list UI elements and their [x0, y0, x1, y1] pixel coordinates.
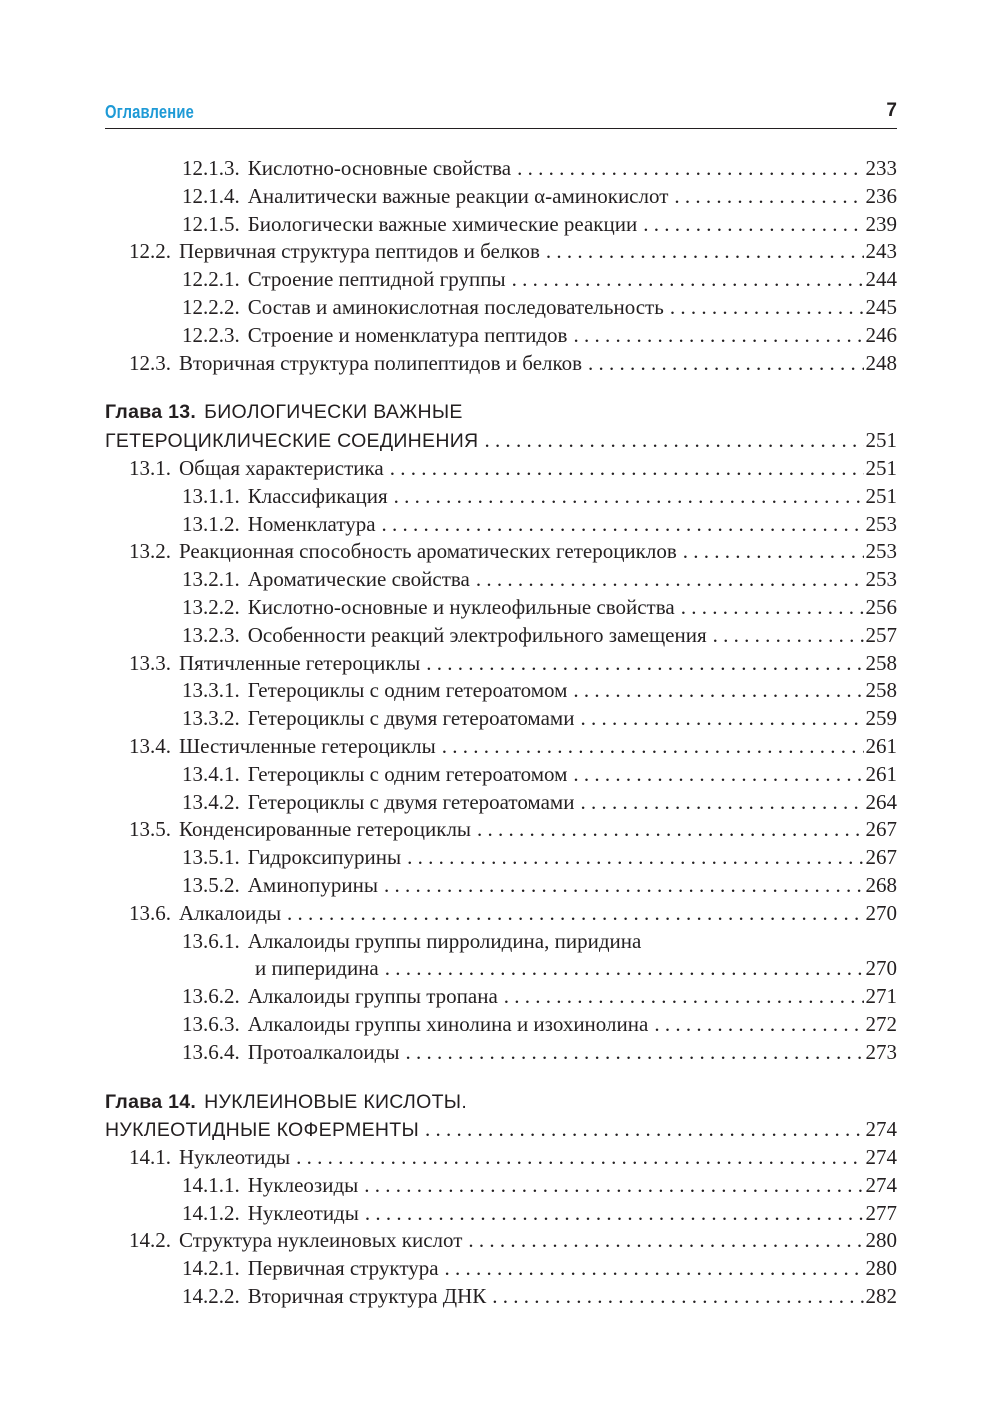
toc-entry-title: Реакционная способность ароматических гетероциклов: [179, 539, 677, 564]
toc-entry-title: Аминопурины: [247, 872, 379, 897]
toc-entry-14-2[interactable]: [105, 1227, 897, 1255]
toc-entry-13-4-2[interactable]: [105, 789, 897, 817]
toc-entry-number: 12.1.3.: [182, 156, 240, 180]
dot-leader: [287, 900, 863, 928]
toc-entry-page: 270: [865, 956, 897, 981]
toc-entry-page: 243: [865, 239, 897, 264]
toc-entry-number: 13.4.: [129, 733, 171, 758]
toc-entry-title: Вторичная структура полипептидов и белков: [179, 350, 583, 375]
toc-entry-number: 12.2.: [129, 239, 171, 264]
dot-leader: [546, 238, 864, 266]
toc-entry-number: 13.6.2.: [182, 984, 240, 1009]
toc-entry-14-2-1[interactable]: [105, 1255, 897, 1283]
toc-entry-13-6[interactable]: [105, 900, 897, 928]
toc-entry-number: 13.1.1.: [182, 483, 240, 508]
dot-leader: [407, 844, 863, 872]
chapter-title: ГЕТЕРОЦИКЛИЧЕСКИЕ СОЕДИНЕНИЯ: [105, 430, 479, 453]
page-number: 7: [886, 100, 897, 121]
toc-entry-title: Биологически важные химические реакции: [247, 211, 638, 236]
toc-entry-13-1[interactable]: [105, 455, 897, 483]
toc-entry-page: 270: [865, 900, 897, 925]
toc-entry-page: 267: [865, 817, 897, 842]
dot-leader: [405, 1039, 863, 1067]
dot-leader: [365, 1200, 864, 1228]
dot-leader: [394, 483, 864, 511]
toc-entry-title: Состав и аминокислотная последовательность: [247, 294, 664, 319]
toc-entry-page: 245: [865, 294, 897, 319]
toc-entry-13-6-2[interactable]: [105, 983, 897, 1011]
toc-entry-14-1-2[interactable]: [105, 1200, 897, 1228]
toc-entry-number: 14.1.2.: [182, 1200, 240, 1225]
toc-entry-page: 248: [865, 350, 897, 375]
dot-leader: [425, 1116, 863, 1144]
toc-entry-number: 12.2.1.: [182, 267, 240, 292]
toc-entry-page: 267: [865, 845, 897, 870]
toc-entry-page: 264: [865, 789, 897, 814]
toc-entry-title: Строение и номенклатура пептидов: [247, 322, 568, 347]
toc-entry-page: 280: [865, 1256, 897, 1281]
chapter-13-heading-line2[interactable]: [105, 427, 897, 455]
toc-entry-13-5[interactable]: [105, 816, 897, 844]
dot-leader: [476, 566, 864, 594]
dot-leader: [442, 733, 864, 761]
toc-entry-12-2-3[interactable]: [105, 322, 897, 350]
toc-entry-13-2-1[interactable]: [105, 566, 897, 594]
dot-leader: [713, 622, 864, 650]
toc-entry-number: 13.5.2.: [182, 872, 240, 897]
toc-entry-page: 261: [865, 761, 897, 786]
dot-leader: [643, 211, 863, 239]
toc-entry-number: 13.4.1.: [182, 761, 240, 786]
toc-entry-13-3[interactable]: [105, 650, 897, 678]
toc-entry-14-1-1[interactable]: [105, 1172, 897, 1200]
table-of-contents: [105, 155, 897, 1311]
toc-entry-page: 258: [865, 650, 897, 675]
toc-entry-page: 274: [865, 1145, 897, 1170]
toc-entry-page: 253: [865, 511, 897, 536]
toc-entry-title: Алкалоиды группы хинолина и изохинолина: [247, 1011, 649, 1036]
toc-entry-title: Гетероциклы с одним гетероатомом: [247, 761, 568, 786]
dot-leader: [468, 1227, 863, 1255]
toc-entry-title: Гетероциклы с двумя гетероатомами: [247, 706, 575, 731]
toc-entry-13-2-3[interactable]: [105, 622, 897, 650]
dot-leader: [670, 294, 864, 322]
toc-entry-page: 251: [865, 455, 897, 480]
chapter-title: БИОЛОГИЧЕСКИ ВАЖНЫЕ: [204, 401, 463, 424]
dot-leader: [390, 455, 864, 483]
toc-entry-number: 13.6.4.: [182, 1039, 240, 1064]
chapter-spacer: [105, 1067, 897, 1089]
toc-entry-number: 14.2.1.: [182, 1256, 240, 1281]
toc-entry-title: Первичная структура пептидов и белков: [179, 239, 540, 264]
dot-leader: [674, 183, 863, 211]
toc-entry-13-6-1[interactable]: [105, 928, 897, 956]
toc-entry-page: 273: [865, 1039, 897, 1064]
chapter-title: НУКЛЕИНОВЫЕ КИСЛОТЫ.: [204, 1090, 468, 1113]
chapter-page: 274: [865, 1117, 897, 1142]
toc-entry-page: 253: [865, 567, 897, 592]
chapter-14-heading-line1[interactable]: [105, 1089, 897, 1117]
toc-entry-13-3-1[interactable]: [105, 677, 897, 705]
toc-entry-13-4-1[interactable]: [105, 761, 897, 789]
dot-leader: [573, 322, 863, 350]
toc-entry-title: Кислотно-основные и нуклеофильные свойства: [247, 594, 675, 619]
dot-leader: [484, 427, 863, 455]
toc-entry-number: 12.2.3.: [182, 322, 240, 347]
toc-entry-title: Нуклеозиды: [247, 1172, 359, 1197]
dot-leader: [517, 155, 863, 183]
toc-entry-title: и пиперидина: [255, 956, 379, 981]
toc-entry-13-5-1[interactable]: [105, 844, 897, 872]
toc-entry-12-3[interactable]: [105, 350, 897, 378]
toc-entry-13-6-4[interactable]: [105, 1039, 897, 1067]
toc-entry-number: 13.3.: [129, 650, 171, 675]
toc-entry-number: 13.6.: [129, 900, 171, 925]
toc-entry-title: Кислотно-основные свойства: [247, 156, 512, 180]
chapter-page: 251: [865, 428, 897, 453]
toc-entry-12-1-3[interactable]: [105, 155, 897, 183]
toc-entry-number: 13.2.1.: [182, 567, 240, 592]
dot-leader: [512, 266, 864, 294]
dot-leader: [681, 594, 864, 622]
toc-entry-number: 13.3.1.: [182, 678, 240, 703]
toc-entry-number: 13.3.2.: [182, 706, 240, 731]
toc-entry-page: 280: [865, 1228, 897, 1253]
toc-entry-page: 239: [865, 211, 897, 236]
toc-entry-14-2-2[interactable]: [105, 1283, 897, 1311]
toc-entry-title: Особенности реакций электрофильного замещения: [247, 622, 707, 647]
toc-entry-12-1-5[interactable]: [105, 211, 897, 239]
toc-entry-page: 246: [865, 322, 897, 347]
toc-entry-title: Классификация: [247, 483, 388, 508]
toc-entry-number: 14.2.: [129, 1228, 171, 1253]
toc-entry-page: 261: [865, 733, 897, 758]
toc-entry-13-1-1[interactable]: [105, 483, 897, 511]
toc-entry-number: 14.1.1.: [182, 1172, 240, 1197]
dot-leader: [426, 650, 863, 678]
dot-leader: [364, 1172, 863, 1200]
dot-leader: [296, 1144, 863, 1172]
dot-leader: [580, 789, 863, 817]
toc-entry-number: 13.6.3.: [182, 1011, 240, 1036]
toc-entry-title: Шестичленные гетероциклы: [179, 733, 436, 758]
chapter-label: Глава 13.: [105, 401, 197, 424]
dot-leader: [385, 955, 864, 983]
toc-entry-title: Гидроксипурины: [247, 845, 402, 870]
toc-entry-title: Аналитически важные реакции α-аминокислот: [247, 183, 669, 208]
toc-entry-title: Протоалкалоиды: [247, 1039, 400, 1064]
toc-entry-number: 13.5.: [129, 817, 171, 842]
toc-entry-page: 233: [865, 156, 897, 180]
toc-entry-14-1[interactable]: [105, 1144, 897, 1172]
dot-leader: [477, 816, 863, 844]
dot-leader: [580, 705, 863, 733]
toc-entry-title: Нуклеотиды: [247, 1200, 359, 1225]
toc-entry-number: 13.1.2.: [182, 511, 240, 536]
toc-entry-13-2-2[interactable]: [105, 594, 897, 622]
toc-entry-13-6-1-continued[interactable]: [105, 955, 897, 983]
toc-entry-number: 12.3.: [129, 350, 171, 375]
toc-entry-13-5-2[interactable]: [105, 872, 897, 900]
chapter-14-heading-line2[interactable]: [105, 1116, 897, 1144]
dot-leader: [382, 511, 864, 539]
dot-leader: [573, 677, 863, 705]
toc-entry-page: 236: [865, 183, 897, 208]
toc-entry-page: 268: [865, 872, 897, 897]
toc-entry-number: 13.2.2.: [182, 594, 240, 619]
running-head: [105, 100, 897, 129]
toc-entry-title: Номенклатура: [247, 511, 376, 536]
toc-entry-13-1-2[interactable]: [105, 511, 897, 539]
toc-entry-12-2[interactable]: [105, 238, 897, 266]
toc-entry-page: 258: [865, 678, 897, 703]
toc-entry-page: 251: [865, 483, 897, 508]
toc-entry-title: Конденсированные гетероциклы: [179, 817, 472, 842]
dot-leader: [654, 1011, 863, 1039]
toc-entry-page: 244: [865, 267, 897, 292]
dot-leader: [445, 1255, 864, 1283]
toc-entry-number: 13.2.3.: [182, 622, 240, 647]
toc-entry-number: 13.2.: [129, 539, 171, 564]
toc-entry-number: 12.1.5.: [182, 211, 240, 236]
toc-entry-page: 257: [865, 622, 897, 647]
toc-entry-title: Строение пептидной группы: [247, 267, 506, 292]
toc-entry-13-3-2[interactable]: [105, 705, 897, 733]
dot-leader: [504, 983, 864, 1011]
toc-entry-13-6-3[interactable]: [105, 1011, 897, 1039]
toc-entry-title: Структура нуклеиновых кислот: [179, 1228, 463, 1253]
toc-entry-title: Гетероциклы с двумя гетероатомами: [247, 789, 575, 814]
chapter-spacer: [105, 377, 897, 399]
toc-entry-number: 13.6.1.: [182, 928, 240, 953]
toc-entry-title: Нуклеотиды: [179, 1145, 291, 1170]
toc-entry-number: 14.2.2.: [182, 1284, 240, 1309]
toc-entry-number: 13.5.1.: [182, 845, 240, 870]
dot-leader: [588, 350, 863, 378]
toc-entry-page: 256: [865, 594, 897, 619]
toc-entry-title: Пятичленные гетероциклы: [179, 650, 421, 675]
chapter-title: НУКЛЕОТИДНЫЕ КОФЕРМЕНТЫ: [105, 1119, 420, 1142]
toc-entry-12-2-2[interactable]: [105, 294, 897, 322]
toc-entry-number: 14.1.: [129, 1145, 171, 1170]
toc-entry-13-4[interactable]: [105, 733, 897, 761]
dot-leader: [492, 1283, 863, 1311]
toc-entry-title: Вторичная структура ДНК: [247, 1284, 487, 1309]
toc-entry-page: 271: [865, 984, 897, 1009]
toc-entry-number: 13.1.: [129, 455, 171, 480]
toc-entry-title: Алкалоиды группы пирролидина, пиридина: [247, 928, 642, 953]
toc-entry-title: Гетероциклы с одним гетероатомом: [247, 678, 568, 703]
dot-leader: [573, 761, 863, 789]
toc-entry-page: 259: [865, 706, 897, 731]
chapter-13-heading-line1[interactable]: [105, 399, 897, 427]
toc-entry-title: Первичная структура: [247, 1256, 439, 1281]
toc-entry-page: 277: [865, 1200, 897, 1225]
toc-entry-title: Алкалоиды: [179, 900, 282, 925]
toc-entry-12-2-1[interactable]: [105, 266, 897, 294]
dot-leader: [384, 872, 863, 900]
toc-entry-page: 253: [865, 539, 897, 564]
toc-entry-12-1-4[interactable]: [105, 183, 897, 211]
toc-entry-number: 12.2.2.: [182, 294, 240, 319]
running-title: Оглавление: [105, 102, 194, 122]
chapter-label: Глава 14.: [105, 1090, 197, 1113]
toc-entry-title: Общая характеристика: [179, 455, 384, 480]
toc-entry-title: Ароматические свойства: [247, 567, 470, 592]
toc-entry-13-2[interactable]: [105, 538, 897, 566]
toc-entry-number: 12.1.4.: [182, 183, 240, 208]
toc-entry-page: 272: [865, 1011, 897, 1036]
toc-entry-page: 274: [865, 1172, 897, 1197]
dot-leader: [683, 538, 864, 566]
toc-entry-title: Алкалоиды группы тропана: [247, 984, 498, 1009]
toc-entry-page: 282: [865, 1284, 897, 1309]
toc-entry-number: 13.4.2.: [182, 789, 240, 814]
